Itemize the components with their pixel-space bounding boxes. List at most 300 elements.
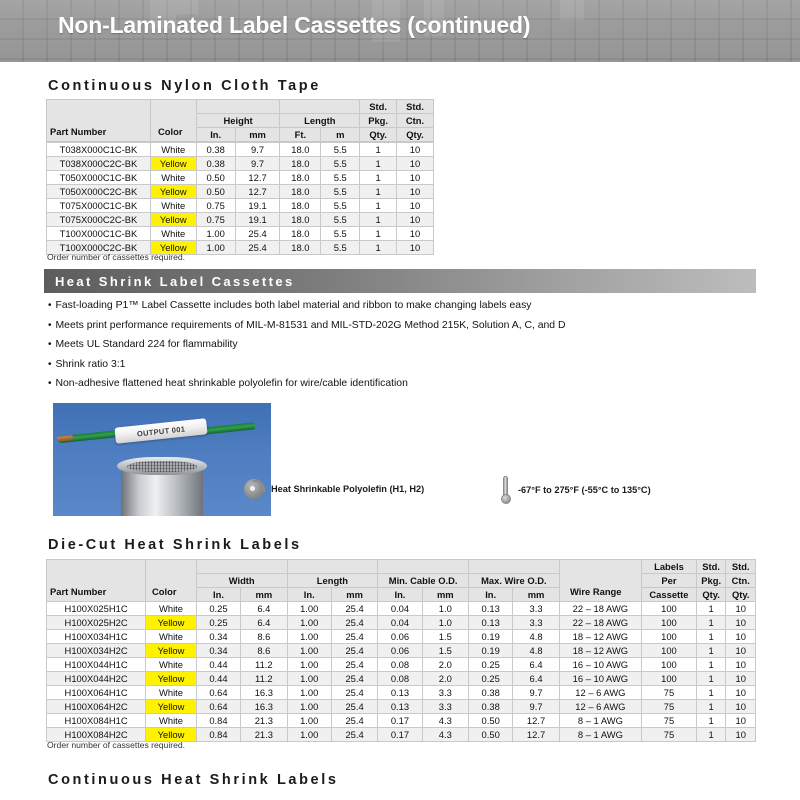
header-std-ctn-line3: Qty. bbox=[397, 128, 434, 142]
cell-length-in: 1.00 bbox=[287, 616, 331, 630]
cell-max-in: 0.50 bbox=[469, 714, 513, 728]
cell-labels-per-cassette: 100 bbox=[642, 616, 697, 630]
cell-pkg-qty: 1 bbox=[696, 728, 726, 742]
bullet-text: Meets print performance requirements of MIL-M-81531 and MIL-STD-202G Method 215K, Solution A, C, and D bbox=[55, 319, 566, 331]
cell-color: Yellow bbox=[146, 728, 197, 742]
cell-height-in: 1.00 bbox=[196, 227, 235, 241]
cell-ctn-qty: 10 bbox=[726, 616, 756, 630]
header-std-ctn-line1: Std. bbox=[397, 100, 434, 114]
cell-height-mm: 12.7 bbox=[235, 171, 280, 185]
cell-length-mm: 25.4 bbox=[331, 658, 377, 672]
list-item bbox=[48, 339, 565, 351]
cell-min-in: 0.04 bbox=[378, 616, 422, 630]
cell-height-mm: 9.7 bbox=[235, 143, 280, 157]
cell-length-in: 1.00 bbox=[287, 686, 331, 700]
cell-min-mm: 3.3 bbox=[422, 700, 468, 714]
cell-part-number: T100X000C1C-BK bbox=[47, 227, 151, 241]
cell-part-number: T038X000C1C-BK bbox=[47, 143, 151, 157]
cell-length-mm: 25.4 bbox=[331, 686, 377, 700]
header-width-in: In. bbox=[196, 588, 240, 602]
header-ctn-line3: Qty. bbox=[726, 588, 756, 602]
cell-labels-per-cassette: 100 bbox=[642, 658, 697, 672]
cell-pkg-qty: 1 bbox=[360, 185, 397, 199]
table-row bbox=[47, 714, 756, 728]
cell-part-number: T075X000C1C-BK bbox=[47, 199, 151, 213]
cell-length-in: 1.00 bbox=[287, 658, 331, 672]
cell-max-in: 0.25 bbox=[469, 658, 513, 672]
metal-connector-mesh bbox=[127, 461, 197, 472]
table-row bbox=[47, 227, 434, 241]
cell-width-mm: 6.4 bbox=[241, 616, 287, 630]
header-part-number: Part Number bbox=[50, 126, 107, 137]
table-row bbox=[47, 157, 434, 171]
cell-ctn-qty: 10 bbox=[726, 700, 756, 714]
header-pkg-line1: Std. bbox=[696, 560, 726, 574]
cell-length-in: 1.00 bbox=[287, 700, 331, 714]
cell-part-number: T100X000C2C-BK bbox=[47, 241, 151, 255]
cell-max-in: 0.13 bbox=[469, 616, 513, 630]
cell-ctn-qty: 10 bbox=[726, 686, 756, 700]
cell-ctn-qty: 10 bbox=[726, 630, 756, 644]
header-wire-range: Wire Range bbox=[570, 586, 622, 597]
feature-material-label: Heat Shrinkable Polyolefin (H1, H2) bbox=[271, 484, 425, 494]
cell-max-mm: 12.7 bbox=[513, 714, 559, 728]
cell-ctn-qty: 10 bbox=[397, 213, 434, 227]
cell-ctn-qty: 10 bbox=[397, 157, 434, 171]
cell-part-number: H100X044H2C bbox=[47, 672, 146, 686]
cell-pkg-qty: 1 bbox=[696, 616, 726, 630]
cell-wire-range: 18 – 12 AWG bbox=[559, 644, 641, 658]
cell-part-number: H100X084H1C bbox=[47, 714, 146, 728]
bullet-dot-icon: • bbox=[48, 378, 52, 389]
section-bar-label: Heat Shrink Label Cassettes bbox=[55, 273, 295, 289]
header-part-number: Part Number bbox=[50, 586, 107, 597]
cell-width-in: 0.64 bbox=[196, 700, 240, 714]
cell-part-number: T050X000C2C-BK bbox=[47, 185, 151, 199]
cell-max-in: 0.38 bbox=[469, 700, 513, 714]
cell-wire-range: 22 – 18 AWG bbox=[559, 602, 641, 616]
header-pkg-line2: Pkg. bbox=[696, 574, 726, 588]
list-item bbox=[48, 378, 565, 390]
cell-labels-per-cassette: 100 bbox=[642, 630, 697, 644]
wire-green-right bbox=[203, 422, 255, 434]
header-labels-line3: Cassette bbox=[642, 588, 697, 602]
cell-width-mm: 8.6 bbox=[241, 630, 287, 644]
cell-color: White bbox=[146, 602, 197, 616]
cell-color: White bbox=[150, 171, 196, 185]
cell-min-mm: 1.5 bbox=[422, 644, 468, 658]
cell-min-mm: 1.5 bbox=[422, 630, 468, 644]
header-group-max-wire-od: Max. Wire O.D. bbox=[469, 574, 560, 588]
header-length-mm: mm bbox=[331, 588, 377, 602]
cell-part-number: H100X034H2C bbox=[47, 644, 146, 658]
header-group-length: Length bbox=[280, 114, 360, 128]
cell-pkg-qty: 1 bbox=[696, 672, 726, 686]
cell-length-in: 1.00 bbox=[287, 602, 331, 616]
cell-part-number: H100X044H1C bbox=[47, 658, 146, 672]
cell-width-in: 0.84 bbox=[196, 714, 240, 728]
cell-width-in: 0.44 bbox=[196, 672, 240, 686]
spool-icon bbox=[244, 479, 264, 499]
header-std-ctn-line2: Ctn. bbox=[397, 114, 434, 128]
cell-ctn-qty: 10 bbox=[397, 199, 434, 213]
cell-height-in: 0.38 bbox=[196, 143, 235, 157]
cell-length-ft: 18.0 bbox=[280, 157, 321, 171]
photo-background bbox=[53, 403, 271, 516]
header-min-mm: mm bbox=[422, 588, 468, 602]
cell-length-mm: 25.4 bbox=[331, 714, 377, 728]
cell-pkg-qty: 1 bbox=[360, 227, 397, 241]
bullet-dot-icon: • bbox=[48, 339, 52, 350]
cell-ctn-qty: 10 bbox=[397, 143, 434, 157]
cell-min-mm: 4.3 bbox=[422, 714, 468, 728]
cell-pkg-qty: 1 bbox=[696, 644, 726, 658]
header-length-in: In. bbox=[287, 588, 331, 602]
cell-color: White bbox=[150, 227, 196, 241]
cell-min-mm: 4.3 bbox=[422, 728, 468, 742]
cell-length-m: 5.5 bbox=[321, 185, 360, 199]
cell-pkg-qty: 1 bbox=[696, 700, 726, 714]
cell-max-mm: 4.8 bbox=[513, 644, 559, 658]
label-sleeve-text: OUTPUT 001 bbox=[136, 423, 186, 439]
header-std-pkg-line2: Pkg. bbox=[360, 114, 397, 128]
cell-labels-per-cassette: 100 bbox=[642, 644, 697, 658]
cell-height-in: 0.50 bbox=[196, 171, 235, 185]
cell-pkg-qty: 1 bbox=[696, 630, 726, 644]
cell-width-in: 0.44 bbox=[196, 658, 240, 672]
cell-labels-per-cassette: 75 bbox=[642, 700, 697, 714]
table-row bbox=[47, 616, 756, 630]
table-row bbox=[47, 185, 434, 199]
cell-pkg-qty: 1 bbox=[696, 714, 726, 728]
feature-temperature-label: -67°F to 275°F (-55°C to 135°C) bbox=[518, 485, 651, 495]
cell-wire-range: 16 – 10 AWG bbox=[559, 672, 641, 686]
cell-part-number: H100X034H1C bbox=[47, 630, 146, 644]
cell-part-number: H100X064H1C bbox=[47, 686, 146, 700]
cell-width-in: 0.34 bbox=[196, 630, 240, 644]
cell-width-mm: 16.3 bbox=[241, 686, 287, 700]
cell-width-mm: 21.3 bbox=[241, 728, 287, 742]
cell-min-in: 0.13 bbox=[378, 700, 422, 714]
header-std-pkg-line1: Std. bbox=[360, 100, 397, 114]
cell-min-mm: 1.0 bbox=[422, 616, 468, 630]
table-row bbox=[47, 700, 756, 714]
cell-width-mm: 11.2 bbox=[241, 672, 287, 686]
cell-min-mm: 3.3 bbox=[422, 686, 468, 700]
cell-ctn-qty: 10 bbox=[397, 171, 434, 185]
cell-min-mm: 1.0 bbox=[422, 602, 468, 616]
cell-color: Yellow bbox=[146, 644, 197, 658]
section-title-continuous-heat-shrink: Continuous Heat Shrink Labels bbox=[48, 772, 339, 788]
cell-max-mm: 12.7 bbox=[513, 728, 559, 742]
header-color: Color bbox=[158, 126, 183, 137]
cell-width-mm: 8.6 bbox=[241, 644, 287, 658]
cell-width-in: 0.84 bbox=[196, 728, 240, 742]
cell-width-in: 0.64 bbox=[196, 686, 240, 700]
nylon-table-note: Order number of cassettes required. bbox=[47, 252, 186, 262]
header-ctn-line2: Ctn. bbox=[726, 574, 756, 588]
cell-length-in: 1.00 bbox=[287, 644, 331, 658]
cell-wire-range: 8 – 1 AWG bbox=[559, 714, 641, 728]
header-length-m: m bbox=[321, 128, 360, 142]
cell-ctn-qty: 10 bbox=[397, 227, 434, 241]
cell-width-in: 0.34 bbox=[196, 644, 240, 658]
cell-length-ft: 18.0 bbox=[280, 143, 321, 157]
cell-height-in: 0.50 bbox=[196, 185, 235, 199]
header-group-width: Width bbox=[196, 574, 287, 588]
cell-min-in: 0.08 bbox=[378, 658, 422, 672]
cell-pkg-qty: 1 bbox=[360, 157, 397, 171]
cell-ctn-qty: 10 bbox=[726, 728, 756, 742]
heat-shrink-label-sleeve bbox=[114, 418, 207, 444]
bullet-dot-icon: • bbox=[48, 358, 52, 370]
table-row bbox=[47, 199, 434, 213]
header-group-min-cable-od: Min. Cable O.D. bbox=[378, 574, 469, 588]
cell-pkg-qty: 1 bbox=[360, 213, 397, 227]
cell-min-in: 0.06 bbox=[378, 630, 422, 644]
cell-color: White bbox=[146, 658, 197, 672]
table-row bbox=[47, 644, 756, 658]
cell-length-ft: 18.0 bbox=[280, 213, 321, 227]
table-row bbox=[47, 602, 756, 616]
cell-length-m: 5.5 bbox=[321, 171, 360, 185]
cell-length-ft: 18.0 bbox=[280, 227, 321, 241]
table-header-row-1 bbox=[47, 560, 756, 574]
cell-part-number: T050X000C1C-BK bbox=[47, 171, 151, 185]
section-title-nylon: Continuous Nylon Cloth Tape bbox=[48, 78, 321, 94]
cell-length-m: 5.5 bbox=[321, 143, 360, 157]
bullet-text: Fast-loading P1™ Label Cassette includes both label material and ribbon to make changing labels easy bbox=[55, 300, 532, 311]
cell-length-mm: 25.4 bbox=[331, 602, 377, 616]
cell-height-mm: 25.4 bbox=[235, 227, 280, 241]
thermometer-stem bbox=[503, 476, 508, 496]
cell-wire-range: 16 – 10 AWG bbox=[559, 658, 641, 672]
cell-width-in: 0.25 bbox=[196, 616, 240, 630]
cell-length-ft: 18.0 bbox=[280, 171, 321, 185]
cell-wire-range: 8 – 1 AWG bbox=[559, 728, 641, 742]
cell-min-in: 0.08 bbox=[378, 672, 422, 686]
header-width-mm: mm bbox=[241, 588, 287, 602]
cell-length-in: 1.00 bbox=[287, 714, 331, 728]
cell-color: White bbox=[146, 686, 197, 700]
cell-min-mm: 2.0 bbox=[422, 658, 468, 672]
cell-color: White bbox=[150, 199, 196, 213]
header-blank bbox=[196, 100, 280, 114]
cell-color: Yellow bbox=[150, 157, 196, 171]
thermometer-icon bbox=[500, 476, 511, 504]
cell-height-mm: 12.7 bbox=[235, 185, 280, 199]
cell-length-m: 5.5 bbox=[321, 199, 360, 213]
nylon-table-body bbox=[47, 143, 434, 255]
cell-height-mm: 19.1 bbox=[235, 213, 280, 227]
cell-pkg-qty: 1 bbox=[360, 143, 397, 157]
cell-wire-range: 18 – 12 AWG bbox=[559, 630, 641, 644]
cell-labels-per-cassette: 100 bbox=[642, 672, 697, 686]
page-banner bbox=[0, 0, 800, 62]
cell-pkg-qty: 1 bbox=[696, 602, 726, 616]
cell-color: Yellow bbox=[146, 700, 197, 714]
cell-part-number: T075X000C2C-BK bbox=[47, 213, 151, 227]
cell-max-in: 0.50 bbox=[469, 728, 513, 742]
page-title: Non-Laminated Label Cassettes (continued) bbox=[58, 12, 531, 38]
cell-max-in: 0.19 bbox=[469, 644, 513, 658]
table-row bbox=[47, 672, 756, 686]
cell-part-number: H100X025H1C bbox=[47, 602, 146, 616]
table-row bbox=[47, 686, 756, 700]
heat-shrink-bullet-list bbox=[48, 300, 565, 398]
cell-height-in: 0.38 bbox=[196, 157, 235, 171]
cell-max-mm: 3.3 bbox=[513, 602, 559, 616]
table-row bbox=[47, 143, 434, 157]
cell-max-in: 0.38 bbox=[469, 686, 513, 700]
cell-length-in: 1.00 bbox=[287, 728, 331, 742]
header-color: Color bbox=[152, 586, 177, 597]
cell-width-mm: 16.3 bbox=[241, 700, 287, 714]
cell-ctn-qty: 10 bbox=[726, 672, 756, 686]
cell-min-in: 0.17 bbox=[378, 714, 422, 728]
cell-color: White bbox=[150, 143, 196, 157]
table-row bbox=[47, 658, 756, 672]
cell-height-mm: 25.4 bbox=[235, 241, 280, 255]
cell-height-mm: 9.7 bbox=[235, 157, 280, 171]
cell-min-in: 0.13 bbox=[378, 686, 422, 700]
header-ctn-line1: Std. bbox=[726, 560, 756, 574]
cell-labels-per-cassette: 100 bbox=[642, 602, 697, 616]
cell-length-mm: 25.4 bbox=[331, 616, 377, 630]
feature-material bbox=[244, 479, 424, 499]
cell-pkg-qty: 1 bbox=[360, 199, 397, 213]
cell-height-in: 0.75 bbox=[196, 213, 235, 227]
cell-max-mm: 3.3 bbox=[513, 616, 559, 630]
cell-color: Yellow bbox=[150, 241, 196, 255]
cell-length-mm: 25.4 bbox=[331, 630, 377, 644]
cell-labels-per-cassette: 75 bbox=[642, 728, 697, 742]
header-min-in: In. bbox=[378, 588, 422, 602]
cell-part-number: H100X084H2C bbox=[47, 728, 146, 742]
header-group-length: Length bbox=[287, 574, 378, 588]
cell-pkg-qty: 1 bbox=[696, 686, 726, 700]
header-group-height: Height bbox=[196, 114, 280, 128]
header-blank bbox=[280, 100, 360, 114]
cell-color: Yellow bbox=[150, 213, 196, 227]
cell-height-in: 1.00 bbox=[196, 241, 235, 255]
cell-width-mm: 11.2 bbox=[241, 658, 287, 672]
cell-part-number: T038X000C2C-BK bbox=[47, 157, 151, 171]
header-labels-line1: Labels bbox=[642, 560, 697, 574]
cell-wire-range: 22 – 18 AWG bbox=[559, 616, 641, 630]
list-item bbox=[48, 300, 565, 312]
cell-color: White bbox=[146, 630, 197, 644]
cell-ctn-qty: 10 bbox=[726, 644, 756, 658]
cell-wire-range: 12 – 6 AWG bbox=[559, 686, 641, 700]
product-photo-heat-shrink-label bbox=[52, 402, 272, 517]
cell-labels-per-cassette: 75 bbox=[642, 686, 697, 700]
header-max-mm: mm bbox=[513, 588, 559, 602]
cell-color: Yellow bbox=[146, 616, 197, 630]
cell-length-m: 5.5 bbox=[321, 213, 360, 227]
cell-max-in: 0.25 bbox=[469, 672, 513, 686]
cell-ctn-qty: 10 bbox=[726, 602, 756, 616]
table-row bbox=[47, 171, 434, 185]
section-title-die-cut: Die-Cut Heat Shrink Labels bbox=[48, 537, 302, 553]
cell-ctn-qty: 10 bbox=[726, 714, 756, 728]
cell-max-mm: 4.8 bbox=[513, 630, 559, 644]
header-height-mm: mm bbox=[235, 128, 280, 142]
thermometer-bulb bbox=[501, 494, 511, 504]
cell-pkg-qty: 1 bbox=[696, 658, 726, 672]
table-header-row-1 bbox=[47, 100, 434, 114]
cell-width-in: 0.25 bbox=[196, 602, 240, 616]
cell-length-ft: 18.0 bbox=[280, 241, 321, 255]
header-labels-line2: Per bbox=[642, 574, 697, 588]
cell-length-mm: 25.4 bbox=[331, 700, 377, 714]
cell-min-in: 0.17 bbox=[378, 728, 422, 742]
cell-max-mm: 6.4 bbox=[513, 658, 559, 672]
banner-texture-block bbox=[560, 0, 584, 20]
cell-pkg-qty: 1 bbox=[360, 241, 397, 255]
cell-min-in: 0.06 bbox=[378, 644, 422, 658]
cell-max-mm: 9.7 bbox=[513, 700, 559, 714]
bullet-text: Meets UL Standard 224 for flammability bbox=[55, 339, 238, 350]
cell-ctn-qty: 10 bbox=[726, 658, 756, 672]
cell-width-mm: 6.4 bbox=[241, 602, 287, 616]
feature-temperature-range bbox=[500, 476, 651, 504]
cell-max-mm: 9.7 bbox=[513, 686, 559, 700]
cell-length-mm: 25.4 bbox=[331, 644, 377, 658]
cell-width-mm: 21.3 bbox=[241, 714, 287, 728]
header-height-in: In. bbox=[196, 128, 235, 142]
bullet-text: Shrink ratio 3:1 bbox=[55, 358, 126, 370]
nylon-cloth-tape-table bbox=[46, 99, 434, 255]
cell-ctn-qty: 10 bbox=[397, 241, 434, 255]
section-bar-heat-shrink bbox=[44, 269, 756, 293]
bullet-dot-icon: • bbox=[48, 300, 52, 311]
cell-height-in: 0.75 bbox=[196, 199, 235, 213]
bullet-dot-icon: • bbox=[48, 319, 52, 331]
cell-length-m: 5.5 bbox=[321, 157, 360, 171]
cell-length-ft: 18.0 bbox=[280, 199, 321, 213]
cell-length-m: 5.5 bbox=[321, 241, 360, 255]
cell-max-mm: 6.4 bbox=[513, 672, 559, 686]
header-max-in: In. bbox=[469, 588, 513, 602]
cell-color: White bbox=[146, 714, 197, 728]
header-std-pkg-line3: Qty. bbox=[360, 128, 397, 142]
cell-length-in: 1.00 bbox=[287, 672, 331, 686]
cell-color: Yellow bbox=[146, 672, 197, 686]
cell-labels-per-cassette: 75 bbox=[642, 714, 697, 728]
cell-length-mm: 25.4 bbox=[331, 672, 377, 686]
table-row bbox=[47, 630, 756, 644]
list-item bbox=[48, 320, 565, 332]
bullet-text: Non-adhesive flattened heat shrinkable polyolefin for wire/cable identification bbox=[55, 378, 408, 389]
list-item bbox=[48, 359, 565, 371]
cell-part-number: H100X064H2C bbox=[47, 700, 146, 714]
cell-pkg-qty: 1 bbox=[360, 171, 397, 185]
cell-min-mm: 2.0 bbox=[422, 672, 468, 686]
table-row bbox=[47, 213, 434, 227]
cell-ctn-qty: 10 bbox=[397, 185, 434, 199]
cell-max-in: 0.19 bbox=[469, 630, 513, 644]
cell-part-number: H100X025H2C bbox=[47, 616, 146, 630]
cell-length-in: 1.00 bbox=[287, 630, 331, 644]
cell-height-mm: 19.1 bbox=[235, 199, 280, 213]
cell-length-m: 5.5 bbox=[321, 227, 360, 241]
die-cut-table-body bbox=[47, 602, 756, 742]
header-length-ft: Ft. bbox=[280, 128, 321, 142]
cell-max-in: 0.13 bbox=[469, 602, 513, 616]
cell-min-in: 0.04 bbox=[378, 602, 422, 616]
die-cut-table-note: Order number of cassettes required. bbox=[47, 740, 186, 750]
